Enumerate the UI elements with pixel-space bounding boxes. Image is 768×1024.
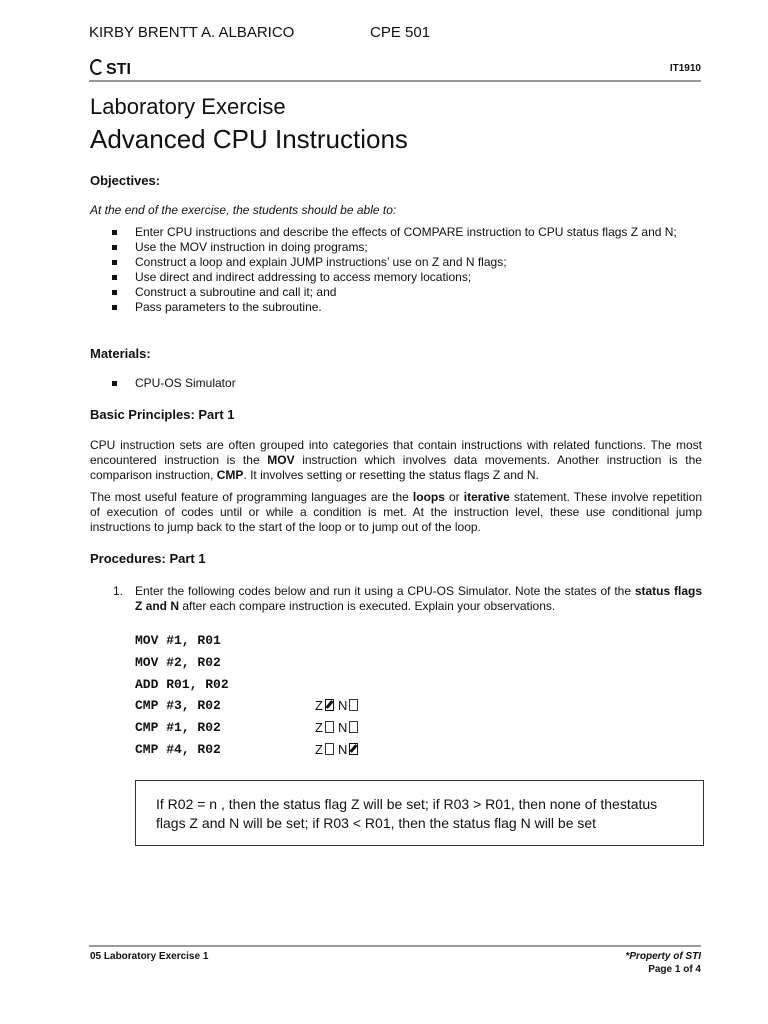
flag-row: [315, 698, 362, 713]
cmp-keyword: CMP: [216, 468, 244, 482]
flag-row: [315, 742, 362, 757]
objectives-list: [110, 225, 677, 315]
objective-item: Construct a loop and explain JUMP instructions’ use on Z and N flags;: [110, 255, 677, 270]
footer-page-number: Page 1 of 4: [648, 964, 701, 975]
student-name: KIRBY BRENTT A. ALBARICO: [89, 24, 295, 41]
z-flag-checkbox[interactable]: [325, 721, 334, 733]
objectives-heading: Objectives:: [90, 173, 161, 188]
principles-heading: Basic Principles: Part 1: [90, 407, 235, 422]
code-line: MOV #1, R01: [135, 633, 221, 648]
answer-text[interactable]: If R02 = n , then the status flag Z will be set; if R03 > R01, then none of thestatus flags Z and N will be set; if R03 < R01, then the status flag N will be set: [156, 796, 658, 831]
material-item: CPU-OS Simulator: [110, 376, 236, 391]
loops-keyword: loops: [412, 490, 445, 504]
footer-property: *Property of STI: [625, 951, 701, 962]
code-line: ADD R01, R02: [135, 677, 229, 692]
document-code: IT1910: [669, 63, 701, 74]
sti-logo-text: STI: [106, 61, 131, 78]
text-run: The most useful feature of programming languages are the: [90, 490, 413, 504]
page-subtitle: Laboratory Exercise: [90, 94, 286, 119]
objective-item: Use the MOV instruction in doing programs;: [110, 240, 677, 255]
z-flag-label: Z: [315, 698, 323, 713]
course-code: CPE 501: [370, 24, 431, 41]
footer-doc-name: 05 Laboratory Exercise 1: [90, 951, 209, 962]
text-run: statement. These involve repetition of execution of codes until or while a condition is met. At the instruction level, these use conditional jump instructions to jump back to the start of the loop or to jump out of the loop.: [90, 490, 703, 534]
n-flag-label: N: [337, 698, 348, 713]
code-line: MOV #2, R02: [135, 655, 221, 670]
sti-swirl-icon: [90, 59, 104, 75]
text-run: after each compare instruction is executed. Explain your observations.: [179, 599, 556, 613]
iterative-keyword: iterative: [463, 490, 510, 504]
z-flag-label: Z: [315, 742, 323, 757]
sti-logo: [90, 59, 131, 79]
code-line: CMP #4, R02: [135, 742, 221, 757]
n-flag-checkbox[interactable]: [349, 699, 358, 711]
status-flags-emphasis: status flags Z and N: [135, 584, 702, 613]
footer-divider: [89, 945, 701, 947]
flag-row: [315, 720, 362, 735]
n-flag-checkbox[interactable]: [349, 721, 358, 733]
n-flag-label: N: [337, 742, 348, 757]
z-flag-label: Z: [315, 720, 323, 735]
text-run: or: [444, 490, 464, 504]
code-line: CMP #3, R02: [135, 698, 221, 713]
materials-heading: Materials:: [90, 346, 151, 361]
objective-item: Pass parameters to the subroutine.: [110, 300, 677, 315]
header-divider: [89, 80, 701, 82]
n-flag-checkbox[interactable]: [349, 743, 358, 755]
text-run: CPU instruction sets are often grouped into categories that contain instructions with related functions. The most encountered instruction is the: [90, 438, 702, 467]
step-number: 1.: [113, 584, 124, 598]
answer-box[interactable]: [135, 780, 704, 846]
procedures-heading: Procedures: Part 1: [90, 551, 206, 566]
principles-paragraph-2: [90, 490, 702, 535]
n-flag-label: N: [337, 720, 348, 735]
objective-item: Construct a subroutine and call it; and: [110, 285, 677, 300]
mov-keyword: MOV: [267, 453, 295, 467]
materials-list: [110, 376, 236, 391]
text-run: Enter the following codes below and run it using a CPU-OS Simulator. Note the states of the: [135, 584, 635, 598]
step-instruction: [135, 584, 702, 614]
objective-item: Enter CPU instructions and describe the effects of COMPARE instruction to CPU status flags Z and N;: [110, 225, 677, 240]
z-flag-checkbox[interactable]: [325, 743, 334, 755]
objectives-intro: At the end of the exercise, the students should be able to:: [90, 203, 397, 217]
objective-item: Use direct and indirect addressing to access memory locations;: [110, 270, 677, 285]
page-title: Advanced CPU Instructions: [90, 124, 408, 154]
text-run: instruction which involves data movements. Another instruction is the comparison instruction,: [90, 453, 702, 482]
z-flag-checkbox[interactable]: [325, 699, 334, 711]
code-line: CMP #1, R02: [135, 720, 221, 735]
principles-paragraph-1: [90, 438, 702, 483]
text-run: . It involves setting or resetting the status flags Z and N.: [243, 468, 539, 482]
